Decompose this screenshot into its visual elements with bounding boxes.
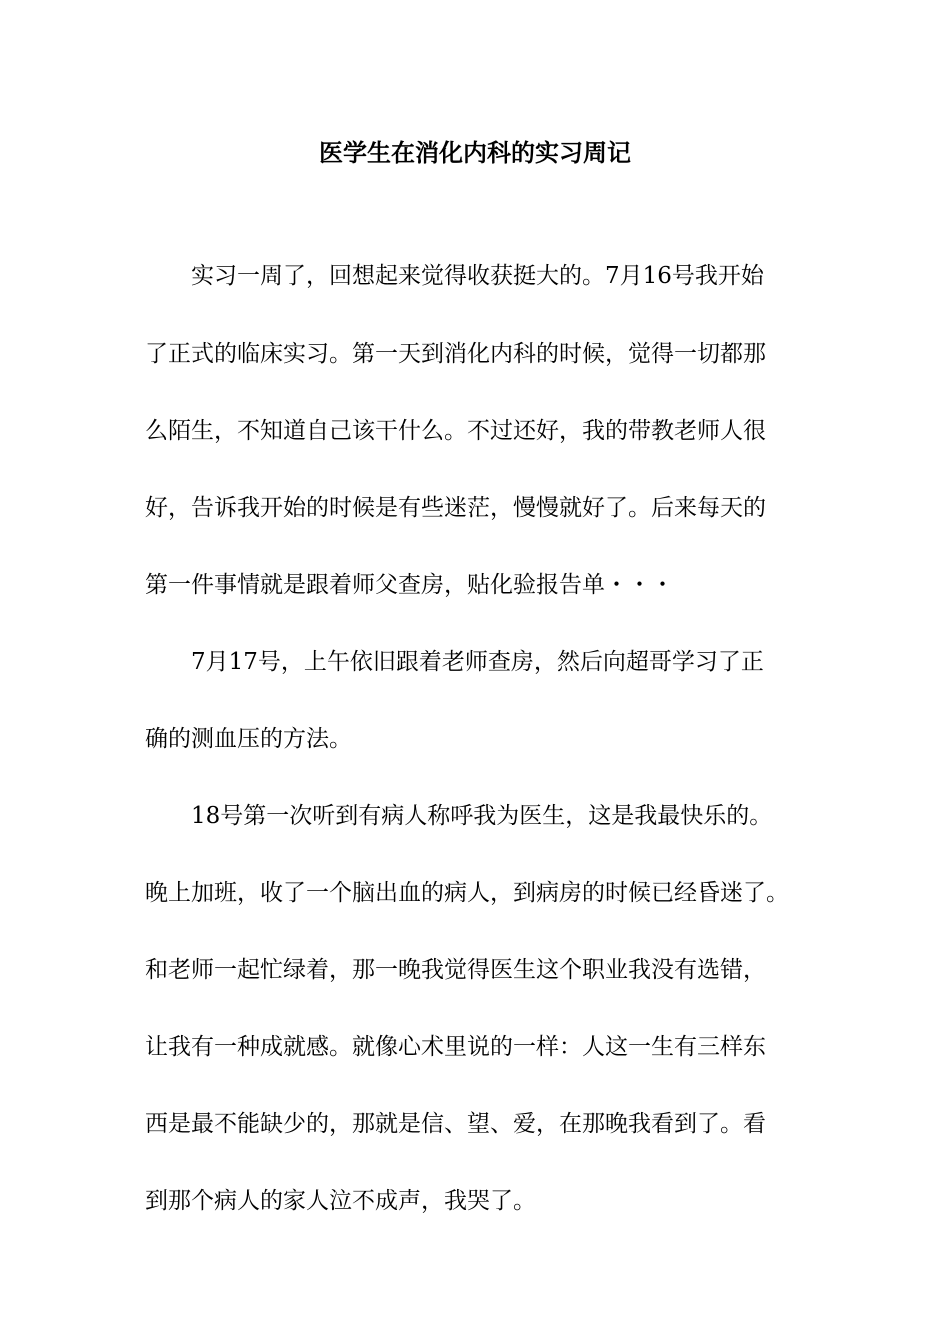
paragraph-3-line-2: 晚上加班，收了一个脑出血的病人，到病房的时候已经昏迷了。 bbox=[145, 880, 789, 906]
paragraph-3-line-6: 到那个病人的家人泣不成声，我哭了。 bbox=[145, 1188, 536, 1214]
document-title: 医学生在消化内科的实习周记 bbox=[319, 138, 631, 167]
paragraph-3-line-4: 让我有一种成就感。就像心术里说的一样：人这一生有三样东 bbox=[145, 1034, 766, 1060]
paragraph-1-line-5: 第一件事情就是跟着师父查房，贴化验报告单・・・ bbox=[145, 572, 674, 598]
paragraph-1-line-1: 实习一周了，回想起来觉得收获挺大的。7月16号我开始 bbox=[191, 263, 764, 289]
paragraph-2-line-1: 7月17号，上午依旧跟着老师查房，然后向超哥学习了正 bbox=[191, 649, 764, 675]
paragraph-3-line-3: 和老师一起忙绿着，那一晚我觉得医生这个职业我没有选错， bbox=[145, 957, 766, 983]
paragraph-3-line-5: 西是最不能缺少的，那就是信、望、爱，在那晚我看到了。看 bbox=[145, 1111, 766, 1137]
paragraph-3-line-1: 18号第一次听到有病人称呼我为医生，这是我最快乐的。 bbox=[191, 803, 773, 829]
paragraph-1-line-2: 了正式的临床实习。第一天到消化内科的时候，觉得一切都那 bbox=[145, 341, 766, 367]
paragraph-1-line-3: 么陌生，不知道自己该干什么。不过还好，我的带教老师人很 bbox=[145, 418, 766, 444]
paragraph-2-line-2: 确的测血压的方法。 bbox=[145, 726, 352, 752]
paragraph-1-line-4: 好，告诉我开始的时候是有些迷茫，慢慢就好了。后来每天的 bbox=[145, 495, 766, 521]
